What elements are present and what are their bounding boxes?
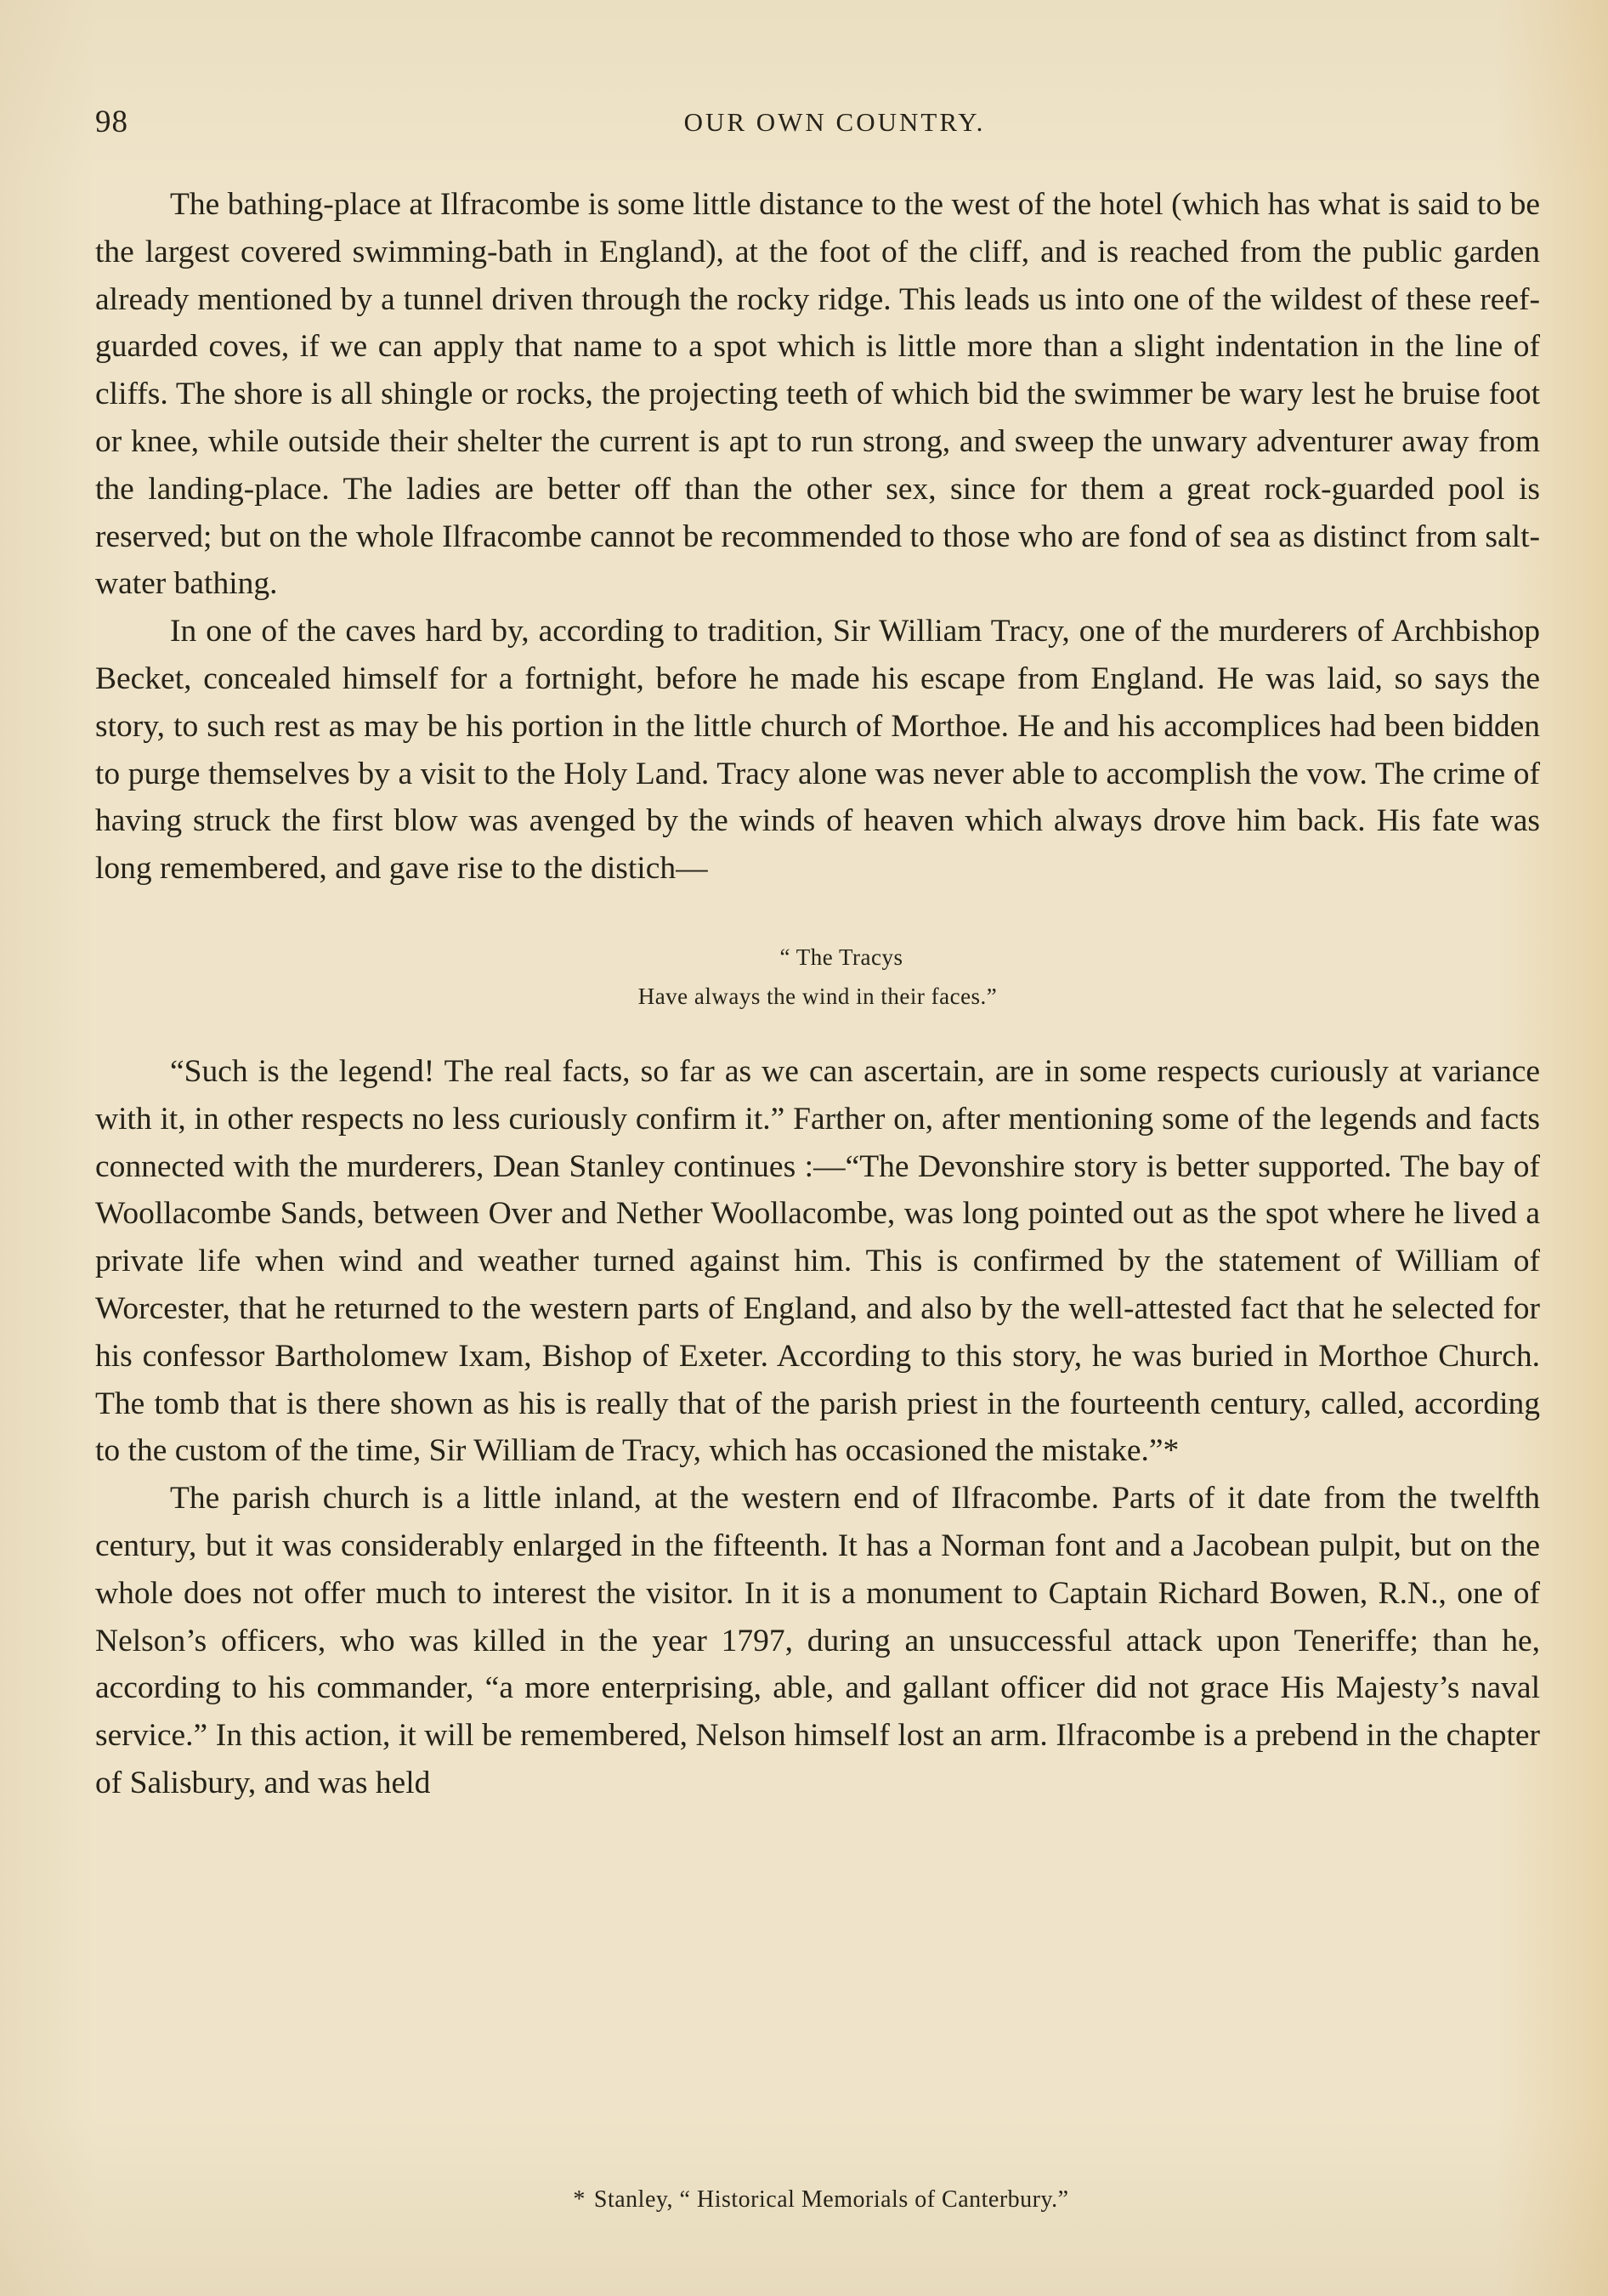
- paragraph-tracy-legend: In one of the caves hard by, according to tradition, Sir William Tracy, one of the murderers of Archbishop Becket, concealed himself for a fortnight, before he made his escape from England. He was laid, so says the story, to such rest as may be his portion in the little church of Morthoe. He and his accomplices had been bidden to purge themselves by a visit to the Holy Land. Tracy alone was never able to accomplish the vow. The crime of having struck the first blow was avenged by the winds of heaven which always drove him back. His fate was long remembered, and gave rise to the distich—: [95, 614, 1540, 887]
- paragraph-stanley-quote: “Such is the legend! The real facts, so far as we can ascertain, are in some respects curiously at variance with it, in other respects no less curiously confirm it.” Farther on, after mentioning some of the legends and facts connected with the murderers, Dean Stanley continues :—“The Devonshire story is better supported. The bay of Woollacombe Sands, between Over and Nether Woollacombe, was long pointed out as the spot where he lived a private life when wind and weather turned against him. This is confirmed by the statement of William of Worcester, that he returned to the western parts of England, and also by the well-attested fact that he selected for his confessor Bartholomew Ixam, Bishop of Exeter. According to this story, he was buried in Morthoe Church. The tomb that is there shown as his is really that of the parish priest in the fourteenth century, called, according to the custom of the time, Sir William de Tracy, which has occasioned the mistake.”*: [95, 1053, 1540, 1469]
- verse-line-1: “ The Tracys: [779, 944, 903, 970]
- footnote: [0, 2186, 1608, 2214]
- paragraph-bathing-place: The bathing-place at Ilfracombe is some little distance to the west of the hotel (which has what is said to be the largest covered swimming-bath in England), at the foot of the cliff, and is reached from the public garden already mentioned by a tunnel driven through the rocky ridge. This leads us into one of the wildest of these reef-guarded coves, if we can apply that name to a spot which is little more than a slight indentation in the line of cliffs. The shore is all shingle or rocks, the projecting teeth of which bid the swimmer be wary lest he bruise foot or knee, while outside their shelter the current is apt to run strong, and sweep the unwary adventurer away from the landing-place. The ladies are better off than the other sex, since for them a great rock-guarded pool is reserved; but on the whole Ilfracombe cannot be recommended to those who are fond of sea as distinct from salt-water bathing.: [95, 187, 1540, 602]
- page-header: [95, 104, 1523, 146]
- paragraph-parish-church: The parish church is a little inland, at the western end of Ilfracombe. Parts of it date from the twelfth century, but it was considerably enlarged in the fifteenth. It has a Norman font and a Jacobean pulpit, but on the whole does not offer much to interest the visitor. In it is a monument to Captain Richard Bowen, R.N., one of Nelson’s officers, who was killed in the year 1797, during an unsuccessful attack upon Teneriffe; than he, according to his commander, “a more enterprising, able, and gallant officer did not grace His Majesty’s naval service.” In this action, it will be remembered, Nelson himself lost an arm. Ilfracombe is a prebend in the chapter of Salisbury, and was held: [95, 1481, 1540, 1800]
- body-text: [95, 181, 1540, 1807]
- footnote-mark: *: [573, 2186, 586, 2213]
- running-title: OUR OWN COUNTRY.: [683, 107, 986, 137]
- distich-verse: [95, 938, 1540, 1016]
- verse-line-2: Have always the wind in their faces.”: [637, 983, 998, 1009]
- page-number: 98: [95, 105, 128, 139]
- footnote-text: Stanley, “ Historical Memorials of Canterbury.”: [593, 2186, 1069, 2213]
